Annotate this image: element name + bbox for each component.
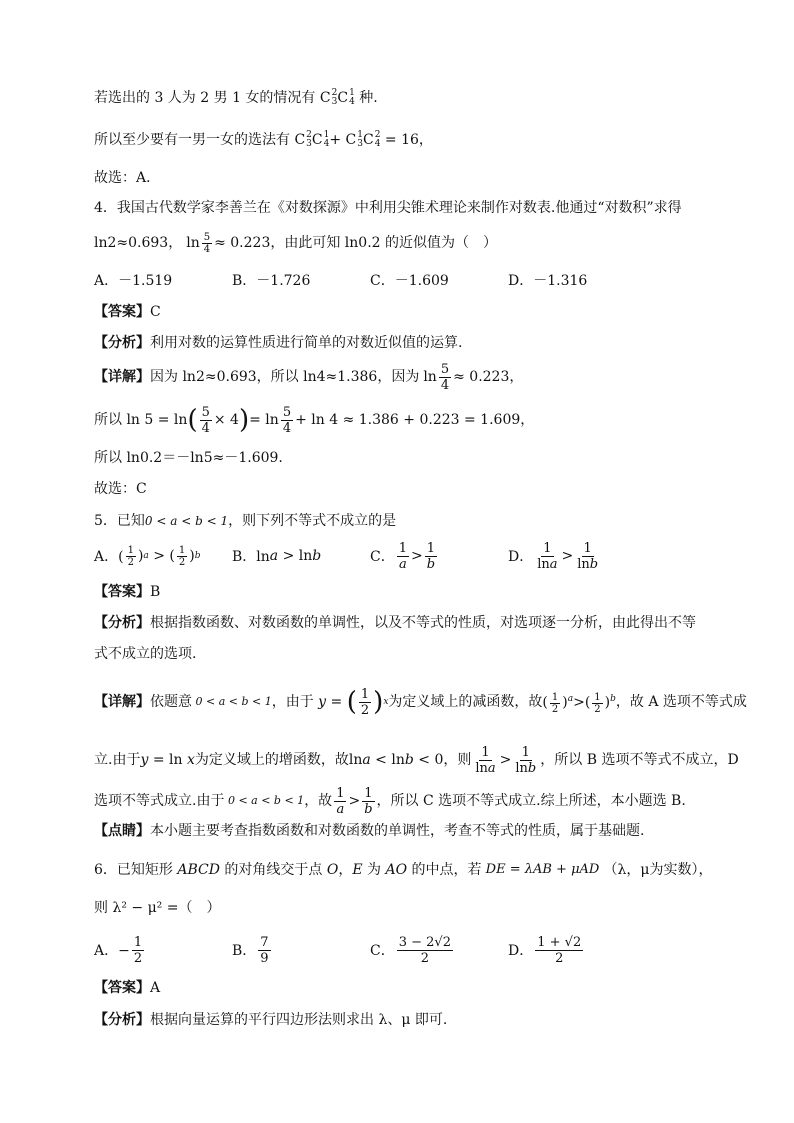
- answer-tag: 【答案】: [94, 304, 150, 320]
- text-line: 若选出的 3 人为 2 男 1 女的情况有 C 2 3 C 1 4 种.: [94, 88, 378, 107]
- option-c: C． $\frac{3 - 2√2}{2}$: [370, 934, 451, 966]
- option-b: B．－1.726: [232, 273, 311, 289]
- option-b: B．ln a > ln b: [232, 548, 322, 565]
- analysis-line: 【分析】利用对数的运算性质进行简单的对数近似值的运算.: [94, 335, 463, 351]
- option-d: D． $\frac{1 + √2}{2}$: [508, 934, 582, 966]
- option-d: D． $\frac{1}{\ln a}$ > $\frac{1}{\ln b}$: [508, 540, 599, 572]
- text-line: 所以至少要有一男一女的选法有 C 2 3 C 1 4 + C 1 3 C 2 4 = 16，: [94, 130, 433, 149]
- question-stem: 则 λ² − μ² =（ ）: [94, 900, 221, 916]
- analysis-line: 式不成立的选项.: [94, 646, 197, 662]
- option-c: C．－1.609: [370, 273, 449, 289]
- tip-line: 【点睛】本小题主要考查指数函数和对数函数的单调性，考查不等式的性质，属于基础题.: [94, 823, 645, 839]
- detail-line: 【详解】 因为 ln2≈0.693，所以 ln4≈1.386，因为 ln $\frac{5}{4}$ ≈ 0.223，: [94, 361, 524, 393]
- answer-options: [94, 260, 734, 300]
- answer-value: B: [150, 584, 161, 600]
- answer-options: [94, 536, 734, 576]
- option-b: B． $\frac{7}{9}$: [232, 934, 269, 966]
- answer-line: 【答案】B: [94, 584, 161, 600]
- option-a: A．( $\frac{1}{2}$ ) a > ( $\frac{1}{2}$ ) b: [94, 544, 201, 568]
- option-d: D．－1.316: [508, 273, 588, 289]
- question-stem: 5．已知0 < a < b < 1，则下列不等式不成立的是: [94, 513, 397, 529]
- analysis-line: 【分析】根据指数函数、对数函数的单调性，以及不等式的性质，对选项逐一分析，由此得出不等: [94, 615, 696, 631]
- conclusion-text: 故选：C: [94, 481, 147, 497]
- option-a: A．− $\frac{1}{2}$: [94, 934, 143, 966]
- answer-value: C: [150, 304, 161, 320]
- question-stem: 6．已知矩形 ABCD 的对角线交于点 O ， E 为 AO 的中点，若 DE = λAB + μAD （λ，μ为实数），: [94, 862, 713, 878]
- question-stem: 4．我国古代数学家李善兰在《对数探源》中利用尖锥术理论来制作对数表.他通过“对数积”求得: [94, 200, 682, 216]
- detail-line: 所以 ln 5 = ln ( $\frac{5}{4}$ × 4 ) = ln $\frac{5}{4}$ + ln 4 ≈ 1.386 + 0.223 = 1.609，: [94, 404, 535, 436]
- answer-line: 【答案】A: [94, 980, 161, 996]
- detail-line: 立.由于 y = ln x 为定义域上的增函数，故 lna < lnb < 0 ，则 $\frac{1}{\ln a}$ > $\frac{1}{\ln b}$ ，所以 B 选项不等式不成立，D: [94, 744, 739, 776]
- option-a: A．－1.519: [94, 273, 173, 289]
- question-stem: ln2≈0.693， ln $\frac{5}{4}$ ≈ 0.223，由此可知 ln0.2 的近似值为（ ）: [94, 231, 498, 255]
- answer-line: [94, 302, 734, 322]
- analysis-line: 【分析】根据向量运算的平行四边形法则求出 λ、μ 即可.: [94, 1012, 448, 1028]
- detail-line: 所以 ln0.2＝－ln5≈－1.609.: [94, 450, 283, 466]
- conclusion-text: 故选：A．: [94, 170, 161, 186]
- answer-value: A: [150, 980, 161, 996]
- option-c: C． $\frac{1}{a}$ > $\frac{1}{b}$: [370, 540, 436, 572]
- answer-options: [94, 930, 734, 970]
- detail-line: 【详解】 依题意 0 < a < b < 1 ，由于 y = ( $\frac{1}{2}$ ) x 为定义域上的减函数，故 ( $\frac{1}{2}$ )$^a$>( $\frac{1}{2}$ )$^b$ ，故 A 选项不等式成: [94, 686, 747, 718]
- detail-line: 选项不等式成立.由于 0 < a < b < 1 ，故 $\frac{1}{a}$ > $\frac{1}{b}$ ，所以 C 选项不等式成立.综上所述，本小题选 B.: [94, 785, 686, 817]
